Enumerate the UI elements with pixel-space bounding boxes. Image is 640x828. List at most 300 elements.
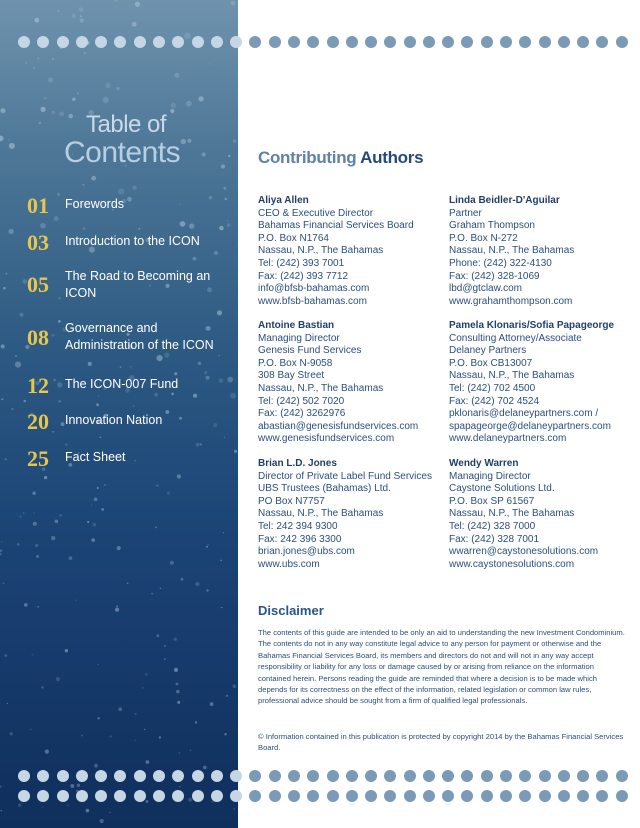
author-company: Caystone Solutions Ltd. [449,483,555,495]
author-name: Pamela Klonaris/Sofia Papageorge [449,320,615,331]
water-drop [101,508,104,511]
water-drop [174,638,177,641]
water-drop [156,484,159,487]
decorative-dot [327,790,339,802]
author-tel: Phone: (242) 322-4130 [449,257,552,269]
water-drop [195,582,199,586]
water-drop [20,313,24,317]
decorative-dot [230,790,242,802]
water-drop [176,690,179,693]
decorative-dot [249,36,261,48]
water-drop [41,686,43,688]
decorative-dot [616,790,628,802]
water-drop [69,556,73,560]
water-drop [33,67,35,69]
water-drop [100,437,102,439]
decorative-dot [230,770,242,782]
author-website[interactable]: www.bfsb-bahamas.com [258,295,367,307]
water-drop [134,713,136,715]
decorative-dot [539,36,551,48]
water-drop [59,514,62,517]
decorative-dot [134,36,146,48]
water-drop [114,0,118,2]
decorative-dot [37,790,49,802]
water-drop [193,257,197,261]
water-drop [179,786,181,788]
water-drop [24,400,27,403]
toc-item-label: Introduction to the ICON [65,234,200,248]
water-drop [77,92,79,94]
author-address: PO Box N7757 [258,495,325,507]
water-drop [103,97,109,103]
water-drop [83,227,86,230]
author-title: Managing Director [258,332,340,344]
decorative-dot [327,770,339,782]
water-drop [130,366,131,367]
water-drop [0,136,4,142]
water-drop [226,695,228,697]
author-street: 308 Bay Street [258,370,325,382]
author-address: P.O. Box CB13007 [449,357,533,369]
author-antoine-bastian [258,320,418,446]
decorative-dot [519,770,531,782]
decorative-dot [153,36,165,48]
decorative-dot [461,36,473,48]
author-name: Aliya Allen [258,195,309,206]
water-drop [0,549,2,552]
author-email-2[interactable]: spapageorge@delaneypartners.com [449,420,611,432]
water-drop [51,536,55,540]
water-drop [164,645,166,647]
water-drop [132,186,136,190]
water-drop [151,593,153,595]
author-email[interactable]: info@bfsb-bahamas.com [258,283,370,295]
decorative-dot [230,36,242,48]
heading-part-contributing: Contributing [258,148,357,167]
decorative-dot [616,36,628,48]
water-drop [221,164,225,168]
water-drop [72,14,76,18]
water-drop [233,684,237,688]
author-pamela-klonaris [449,320,614,446]
author-city: Nassau, N.P., The Bahamas [258,382,384,394]
decorative-dot [95,36,107,48]
water-drop [189,223,194,228]
water-drop [96,403,99,406]
decorative-dot [172,36,184,48]
water-drop [45,750,49,754]
decorative-dot [404,790,416,802]
water-drop [210,702,214,706]
water-drop [204,371,207,374]
decorative-dot [384,770,396,782]
water-drop [115,608,119,612]
decorative-dot [18,36,30,48]
water-drop [97,487,99,489]
water-drop [38,58,40,60]
toc-heading-line2: Contents [64,136,181,169]
water-drop [227,223,230,226]
water-drop [234,450,237,453]
water-drop [25,62,27,64]
decorative-dot [558,790,570,802]
water-drop [6,273,8,275]
decorative-dot [114,790,126,802]
decorative-dot [577,770,589,782]
water-drop [227,220,228,221]
water-drop [116,87,119,90]
author-tel: Tel: (242) 393 7001 [258,257,345,269]
contributing-authors-heading [258,148,423,168]
author-fax: Fax: (242) 3262976 [258,408,346,420]
author-website[interactable]: www.caystonesolutions.com [449,558,575,570]
author-company: Delaney Partners [449,345,527,357]
water-drop [23,512,24,513]
decorative-dot [211,790,223,802]
author-fax: Fax: (242) 328 7001 [449,533,540,545]
water-drop [3,583,5,585]
water-drop [214,251,218,255]
water-drop [7,703,8,704]
decorative-dot [596,770,608,782]
water-drop [157,355,163,361]
water-drop [40,223,46,229]
decorative-dot [95,790,107,802]
water-drop [157,634,160,637]
water-drop [88,362,92,366]
decorative-dot [558,770,570,782]
author-fax: Fax: (242) 393 7712 [258,270,349,282]
author-company: Bahamas Financial Services Board [258,220,414,232]
decorative-dot [481,770,493,782]
water-drop [91,176,96,181]
decorative-dot [423,36,435,48]
water-drop [58,320,61,323]
water-drop [94,498,98,502]
author-title: Managing Director [449,470,531,482]
water-drop [181,578,184,581]
water-drop [228,155,230,157]
water-drop [8,139,10,141]
water-drop [55,520,59,524]
author-email[interactable]: brian.jones@ubs.com [258,546,355,558]
water-drop [218,355,220,357]
toc-item-label: Forewords [65,197,125,211]
water-drop [65,443,67,445]
water-drop [4,654,7,657]
water-drop [167,492,170,495]
decorative-dot [500,790,512,802]
decorative-dot [37,770,49,782]
water-drop [79,7,84,12]
decorative-dot [114,770,126,782]
author-city: Nassau, N.P., The Bahamas [258,508,384,520]
water-drop [76,600,77,601]
decorative-dot [153,770,165,782]
water-drop [171,103,177,109]
water-drop [9,143,15,149]
author-city: Nassau, N.P., The Bahamas [258,245,384,257]
author-address: P.O. Box N-272 [449,232,518,244]
author-name: Brian L.D. Jones [258,458,337,469]
water-drop [56,677,60,681]
water-drop [221,607,222,608]
disclaimer-body: The contents of this guide are intended to be only an aid to understanding the new Investment Condominium. The contents do not in any way constitute legal advice to any person for payment or otherwise and the Bahamas Financial Services Board, its members and directors do not and will not in any way accept responsibility or liability for any loss or damage caused by or arising from reliance on the information contained herein. Persons reading the guide are reminded that where a decision is to be made which depends for its correctness on the effect of the information, related legislation or common law rules, professional advice should be sought from a firm of qualified legal professionals. [258,628,625,706]
author-wendy-warren [449,458,598,571]
water-drop [118,707,122,711]
water-drop [155,527,157,529]
decorative-dot [192,790,204,802]
water-drop [135,740,136,741]
water-drop [15,355,17,357]
author-email[interactable]: pklonaris@delaneypartners.com / [449,408,599,420]
water-drop [198,362,202,366]
author-city: Nassau, N.P., The Bahamas [449,508,575,520]
toc-item-number: 08 [27,325,49,350]
water-drop [91,538,95,542]
water-drop [80,18,84,22]
decorative-dot [57,790,69,802]
water-drop [207,544,209,546]
decorative-dot [539,770,551,782]
water-drop [0,553,2,555]
water-drop [118,188,124,194]
water-drop [61,422,65,426]
water-drop [3,287,6,290]
decorative-dot [249,770,261,782]
author-fax: Fax: 242 396 3300 [258,533,342,545]
water-drop [1,541,2,542]
water-drop [196,443,200,447]
author-address: P.O. Box SP 61567 [449,495,535,507]
decorative-dot [365,790,377,802]
decorative-dot [134,770,146,782]
author-tel: Tel: (242) 502 7020 [258,395,345,407]
author-company: Graham Thompson [449,220,535,232]
water-drop [164,658,166,660]
water-drop [48,77,53,82]
decorative-dot [192,36,204,48]
water-drop [10,732,13,735]
dot-row-bottom [18,770,628,784]
toc-item-number: 25 [27,446,49,471]
water-drop [177,474,181,478]
decorative-dot [577,790,589,802]
decorative-dot [76,770,88,782]
water-drop [81,735,83,737]
decorative-dot [172,770,184,782]
water-drop [44,97,47,100]
water-drop [181,139,186,144]
decorative-dot [153,790,165,802]
author-address: P.O. Box N1764 [258,232,329,244]
toc-item-label: Innovation Nation [65,413,163,427]
author-city: Nassau, N.P., The Bahamas [449,245,575,257]
decorative-dot [481,36,493,48]
water-drop [190,750,191,751]
author-tel: Tel: (242) 702 4500 [449,382,536,394]
water-drop [58,10,60,12]
decorative-dot [37,36,49,48]
toc-item-number: 12 [27,373,49,398]
decorative-dot [307,770,319,782]
decorative-dot [577,36,589,48]
toc-item-number: 01 [27,193,49,218]
author-email[interactable]: lbd@gtclaw.com [449,283,522,295]
decorative-dot [500,36,512,48]
water-drop [92,523,96,527]
water-drop [209,63,211,65]
water-drop [174,668,178,672]
decorative-dot [384,36,396,48]
decorative-dot [404,36,416,48]
water-drop [230,393,236,399]
decorative-dot [18,770,30,782]
water-drop [52,58,54,60]
water-drop [19,516,21,518]
decorative-dot [172,790,184,802]
decorative-dot [211,770,223,782]
water-drop [35,544,38,547]
water-drop [77,784,80,787]
decorative-dot [423,790,435,802]
water-drop [231,1,235,5]
author-website[interactable]: www.ubs.com [258,558,320,570]
decorative-dot [500,770,512,782]
water-drop [41,107,46,112]
decorative-dot [539,790,551,802]
author-website[interactable]: www.grahamthompson.com [449,295,573,307]
author-title: CEO & Executive Director [258,207,374,219]
water-drop [160,588,161,589]
water-drop [83,52,85,54]
decorative-dot [211,36,223,48]
decorative-dot [288,770,300,782]
water-drop [52,111,56,115]
author-website[interactable]: www.delaneypartners.com [449,433,567,445]
water-drop [37,606,39,608]
author-linda-beidler [449,195,574,308]
water-drop [224,733,226,735]
water-drop [100,819,104,823]
water-drop [94,764,98,768]
water-drop [233,139,237,143]
water-drop [203,766,207,770]
water-drop [86,809,90,813]
water-drop [154,393,158,397]
left-panel [0,0,238,828]
water-drop [187,139,191,143]
decorative-dot [114,36,126,48]
disclaimer-copyright: © Information contained in this publication is protected by copyright 2014 by the Bahamas Financial Services Board. [258,732,624,753]
water-drop [223,532,224,533]
water-drop [65,649,68,652]
water-drop [177,701,180,704]
water-drop [233,808,235,810]
water-drop [159,736,161,738]
water-drop [58,297,60,299]
toc-item-number: 20 [27,409,49,434]
water-drop [174,73,179,78]
decorative-dot [269,770,281,782]
water-drop [135,2,140,7]
water-drop [186,101,192,107]
water-drop [146,760,150,764]
decorative-dot [616,770,628,782]
toc-heading [64,112,180,168]
toc-item-label: Governance and Administration of the ICON [65,321,214,352]
toc-heading-line1: Table of [86,111,167,138]
decorative-dot [461,790,473,802]
toc-item-label: The Road to Becoming an ICON [65,269,211,300]
author-email[interactable]: abastian@genesisfundservices.com [258,420,419,432]
author-company: UBS Trustees (Bahamas) Ltd. [258,483,391,495]
water-drop [0,786,2,788]
author-email[interactable]: wwarren@caystonesolutions.com [449,546,599,558]
water-drop [193,394,197,398]
water-drop [1,344,5,348]
author-name: Wendy Warren [449,458,519,469]
water-drop [127,583,129,585]
water-drop [138,228,140,230]
water-drop [133,405,135,407]
author-brian-jones [258,458,432,571]
decorative-dot [346,790,358,802]
water-drop [42,806,44,808]
decorative-dot [519,790,531,802]
water-drop [17,543,20,546]
decorative-dot [423,770,435,782]
author-city: Nassau, N.P., The Bahamas [449,370,575,382]
decorative-dot [596,790,608,802]
water-drop [179,752,181,754]
decorative-dot [481,790,493,802]
water-drop [15,361,21,367]
toc-item-number: 05 [27,272,49,297]
decorative-dot [346,36,358,48]
author-website[interactable]: www.genesisfundservices.com [258,433,395,445]
water-drop [1,108,6,113]
decorative-dot [288,36,300,48]
decorative-dot [57,36,69,48]
decorative-dot [596,36,608,48]
water-drop [223,187,226,190]
decorative-dot [95,770,107,782]
author-tel: Tel: (242) 328 7000 [449,520,536,532]
decorative-dot [365,36,377,48]
decorative-dot [269,790,281,802]
water-drop [142,687,143,688]
water-drop [24,603,28,607]
water-drop [80,15,82,17]
water-drop [109,812,110,813]
water-drop [217,310,222,315]
water-drop [200,443,202,445]
decorative-dot [57,770,69,782]
water-drop [170,561,174,565]
author-name: Antoine Bastian [258,320,335,331]
water-drop [32,492,35,495]
author-fax: Fax: (242) 702 4524 [449,395,540,407]
decorative-dot [365,770,377,782]
water-drop [145,673,148,676]
water-drop [11,408,13,410]
water-drop [110,735,112,737]
author-title: Consulting Attorney/Associate [449,332,582,344]
water-drop [224,437,225,438]
author-fax: Fax: (242) 328-1069 [449,270,540,282]
water-drop [67,804,69,806]
